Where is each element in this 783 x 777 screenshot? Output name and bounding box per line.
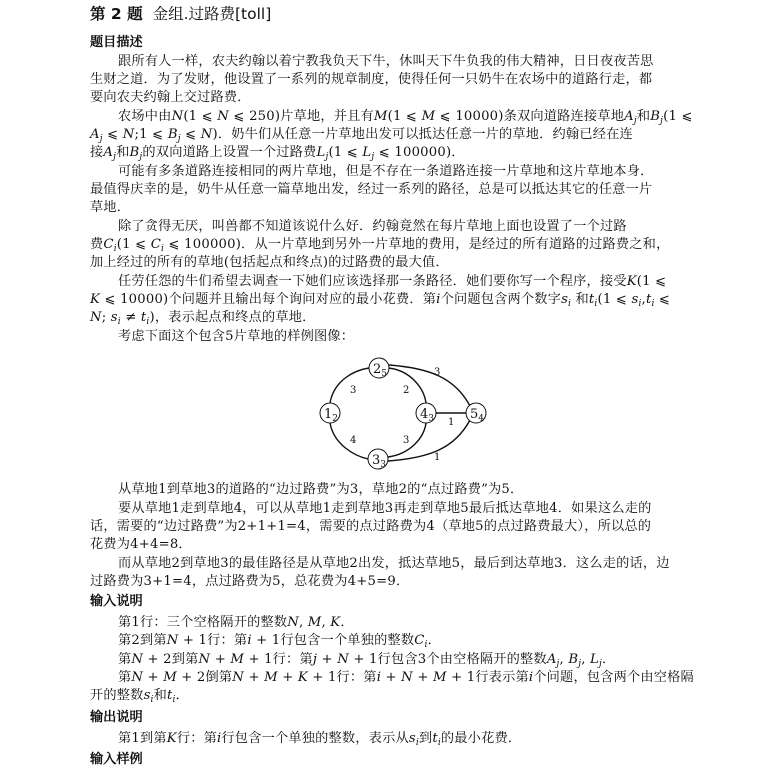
section-heading-description: 题目描述 xyxy=(90,35,143,50)
explanation-line: 要从草地1走到草地4，可以从草地1走到草地3再走到草地5最后抵达草地4．如果这么走的 xyxy=(118,501,652,516)
graph-node-label: $1_2$ xyxy=(324,407,339,424)
description-line: 农场中由N(1 ⩽ N ⩽ 250)片草地，并且有M(1 ⩽ M ⩽ 10000)条双向道路连接草地$A_j$和$B_j(1$ ⩽ xyxy=(118,109,693,126)
description-line: 费$C_i(1$ ⩽ $C_i$ ⩽ 100000)．从一片草地到另外一片草地的费用，是经过的所有道路的过路费之和， xyxy=(90,237,670,254)
graph-node-cost: 2 xyxy=(332,414,339,424)
input-line: 第N + M + 2倒第N + M + K + 1行：第i + N + M + 1行表示第i个问题，包含两个由空格隔 xyxy=(118,670,694,685)
graph-node-label: $5_4$ xyxy=(470,407,485,424)
graph-node-cost: 3 xyxy=(380,460,387,470)
problem-number: 第 2 题 xyxy=(90,5,143,23)
graph-node-cost: 5 xyxy=(381,369,388,379)
graph-node-1 xyxy=(320,403,340,424)
description-line: 要向农夫约翰上交过路费． xyxy=(90,90,251,105)
problem-name: 金组.过路费[toll] xyxy=(152,5,272,23)
graph-node-label: $3_3$ xyxy=(372,453,387,470)
graph-node-2 xyxy=(369,358,389,379)
description-line: 除了贪得无厌，叫兽都不知道该说什么好．约翰竟然在每片草地上面也设置了一个过路 xyxy=(118,219,627,234)
graph-edge-label-1-3: 4 xyxy=(350,435,357,446)
sample-graph-diagram xyxy=(300,350,500,480)
graph-edge-label-2-5: 3 xyxy=(434,367,441,378)
input-line: 第1行：三个空格隔开的整数N, M, K． xyxy=(118,615,354,630)
description-line: 跟所有人一样，农夫约翰以着宁教我负天下牛，休叫天下牛负我的伟大精神，日日夜夜苦思 xyxy=(118,54,654,69)
graph-edge-label-2-4: 2 xyxy=(403,385,410,396)
description-line: K ⩽ 10000)个问题并且输出每个询问对应的最小花费．第i个问题包含两个数字$s_i$ 和$t_i(1$ ⩽ $s_i,t_i$ ⩽ xyxy=(90,292,671,309)
description-line: 任劳任怨的牛们希望去调查一下她们应该选择那一条路径．她们要你写一个程序，接受K(1 ⩽ xyxy=(118,274,667,289)
explanation-line: 从草地1到草地3的道路的“边过路费”为3，草地2的“点过路费”为5． xyxy=(118,482,524,497)
graph-node-cost: 3 xyxy=(428,414,435,424)
graph-edge-label-4-5: 1 xyxy=(448,417,455,428)
output-line: 第1到第K行：第i行包含一个单独的整数，表示从$s_i$到$t_i$的最小花费． xyxy=(118,731,522,748)
explanation-line: 而从草地2到草地3的最佳路径是从草地2出发，抵达草地5，最后到达草地3．这么走的话，边 xyxy=(118,556,670,571)
graph-node-label: $4_3$ xyxy=(420,407,435,424)
graph-edge-label-1-2: 3 xyxy=(350,385,357,396)
explanation-line: 花费为4+4=8． xyxy=(90,537,192,552)
input-line: 第2到第N + 1行：第i + 1行包含一个单独的整数$C_i$． xyxy=(118,633,442,650)
description-line: N; $s_i \ne t_i$)，表示起点和终点的草地． xyxy=(90,310,316,327)
section-heading-input: 输入说明 xyxy=(90,594,143,609)
section-heading-output: 输出说明 xyxy=(90,710,143,725)
graph-edge-label-3-5: 1 xyxy=(434,452,441,463)
graph-node-cost: 4 xyxy=(478,414,485,424)
description-line: 草地． xyxy=(90,200,131,215)
problem-title xyxy=(90,4,271,24)
graph-edge-3-5 xyxy=(388,420,470,461)
description-line: 最值得庆幸的是，奶牛从任意一篇草地出发，经过一系列的路径，总是可以抵达其它的任意一片 xyxy=(90,182,653,197)
graph-node-3 xyxy=(368,449,388,470)
graph-node-4 xyxy=(416,403,436,424)
graph-edge-label-3-4: 3 xyxy=(403,435,410,446)
input-line: 开的整数$s_i$和$t_i$． xyxy=(90,688,189,705)
graph-edge-1-3 xyxy=(330,423,368,459)
description-line: $A_j$ ⩽ N;1 ⩽ $B_j$ ⩽ N)．奶牛们从任意一片草地出发可以抵达任意一片的草地．约翰已经在连 xyxy=(90,127,633,144)
description-line: 考虑下面这个包含5片草地的样例图像： xyxy=(118,329,355,344)
description-line: 生财之道．为了发财，他设置了一系列的规章制度，使得任何一只奶牛在农场中的道路行走，都 xyxy=(90,72,653,87)
section-heading-sample-input: 输入样例 xyxy=(90,752,143,767)
description-line: 接$A_j$和$B_j$的双向道路上设置一个过路费$L_j(1$ ⩽ $L_j$ ⩽ 100000)． xyxy=(90,145,465,162)
input-line: 第N + 2到第N + M + 1行：第j + N + 1行包含3个由空格隔开的整数$A_j$, $B_j$, $L_j$． xyxy=(118,652,616,669)
graph-node-label: $2_5$ xyxy=(373,362,388,379)
description-line: 加上经过的所有的草地(包括起点和终点)的过路费的最大值． xyxy=(90,255,449,270)
explanation-line: 话，需要的“边过路费”为2+1+1=4，需要的点过路费为4（草地5的点过路费最大），所以总的 xyxy=(90,519,652,534)
explanation-line: 过路费为3+1=4，点过路费为5，总花费为4+5=9． xyxy=(90,574,410,589)
description-line: 可能有多条道路连接相同的两片草地，但是不存在一条道路连接一片草地和这片草地本身． xyxy=(118,164,654,179)
